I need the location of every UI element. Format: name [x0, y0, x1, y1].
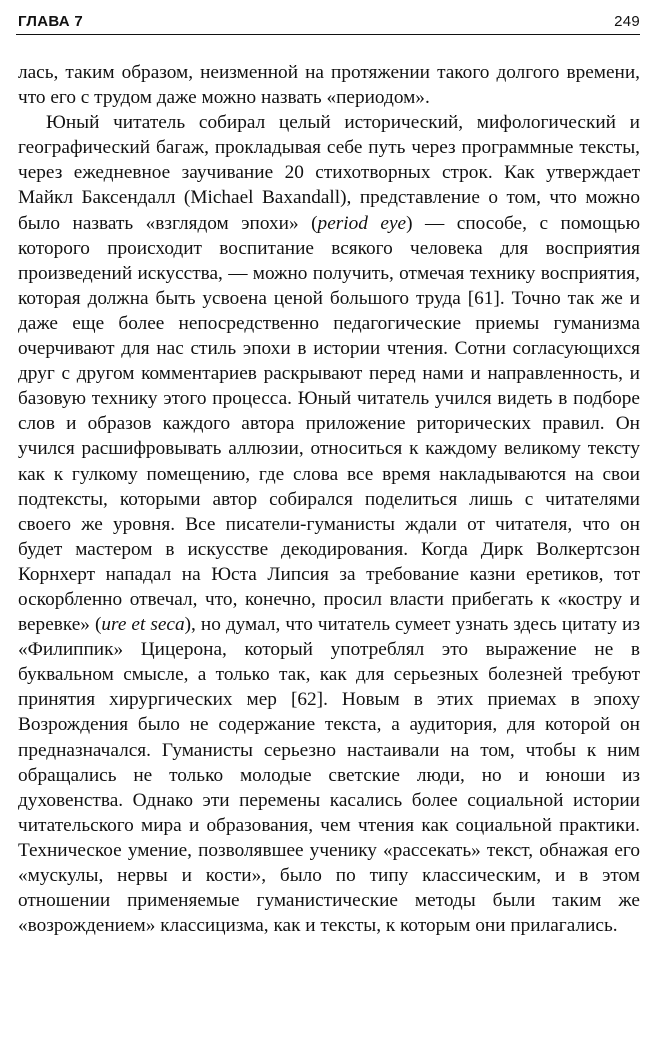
italic-term-period-eye: period eye: [317, 212, 407, 234]
paragraph-main: [18, 110, 640, 938]
paragraph-continuation: лась, таким образом, неизменной на протяжении такого долгого времени, что его с трудом даже можно назвать «периодом».: [18, 62, 640, 109]
body-text: [18, 60, 640, 938]
page-number: 249: [614, 13, 640, 30]
italic-term-latin-quote: ure et seca: [101, 614, 185, 636]
text-segment: ), но думал, что читатель сумеет узнать здесь цитату из «Филиппик» Цицерона, который употреблял это выражение не в буквальном смысле, а только так, как для серьезных болезней требуют принятия хирургических мер [62]. Новым в этих приемах в эпоху Возрождения было не содержание текста, а аудитория, для которой он предназначался. Гуманисты серьезно настаивали на том, чтобы к ним обращались не только молодые светские люди, но и юноши из духовенства. Однако эти перемены касались более социальной истории читательского мира и образования, чем чтения как социальной практики. Техническое умение, позволявшее ученику «рассекать» текст, обнажая его «мускулы, нервы и кости», было по типу классическим, и в этом отношении применяемые гуманистические методы были таким же «возрождением» классицизма, как и тексты, к которым они прилагались.: [18, 614, 640, 937]
running-header: [16, 10, 640, 35]
text-segment: ) — способе, с помощью которого происходит воспитание всякого человека для восприятия произведений искусства, — можно получить, отмечая технику восприятия, которая должна быть усвоена ценой большого труда [61]. Точно так же и даже еще более непосредственно педагогические приемы гуманизма очерчивают для нас стиль эпохи в истории чтения. Сотни согласующихся друг с другом комментариев раскрывают перед нами и направленность, и базовую технику этого процесса. Юный читатель учился видеть в подборе слов и образов каждого автора приложение риторических правил. Он учился расшифровывать аллюзии, относиться к каждому великому тексту как к гулкому помещению, где слова все время накладываются на свои подтексты, которыми автор собирался поделиться лишь с читателями своего же уровня. Все писатели-гуманисты ждали от читателя, что он будет мастером в искусстве декодирования. Когда Дирк Волкертсзон Корнхерт нападал на Юста Липсия за требование казни еретиков, тот оскорбленно отвечал, что, конечно, просил власти прибегать к «костру и веревке» (: [18, 212, 640, 636]
chapter-title: ГЛАВА 7: [18, 13, 84, 30]
text-segment: Юный читатель собирал целый исторический, мифологический и географический багаж, прокладывая себе путь через программные тексты, через ежедневное заучивание 20 стихотворных строк. Как утверждает Майкл Баксендалл (Michael Baxandall), представление о том, что можно было назвать «взглядом эпохи» (: [18, 112, 640, 234]
